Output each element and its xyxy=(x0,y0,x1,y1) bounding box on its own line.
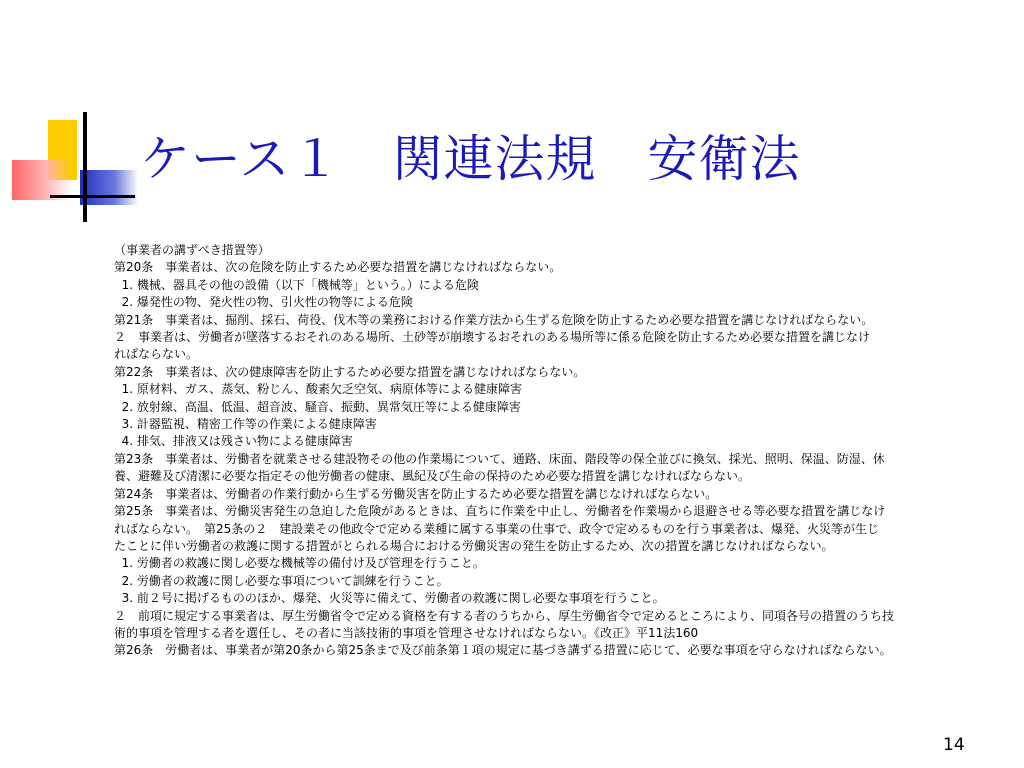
body-line: ればならない。 第25条の２ 建設業その他政令で定める業種に属する事業の仕事で、政令で定めるものを行う事業者は、爆発、火災等が生じ xyxy=(114,521,880,536)
body-line: 術的事項を管理する者を選任し、その者に当該技術的事項を管理させなければならない。《改正》平11法160 xyxy=(114,625,699,640)
body-line: 2. 放射線、高温、低温、超音波、騒音、振動、異常気圧等による健康障害 xyxy=(114,399,521,414)
logo-vertical-line xyxy=(83,112,87,222)
body-line: 2. 労働者の救護に関し必要な事項について訓練を行うこと。 xyxy=(114,573,449,588)
body-line: ２ 事業者は、労働者が墜落するおそれのある場所、土砂等が崩壊するおそれのある場所等に係る危険を防止するため必要な措置を講じなけ xyxy=(114,330,871,345)
body-line: 第24条 事業者は、労働者の作業行動から生ずる労働災害を防止するため必要な措置を講じなければならない。 xyxy=(114,486,718,501)
body-line: 第23条 事業者は、労働者を就業させる建設物その他の作業場について、通路、床面、階段等の保全並びに換気、採光、照明、保温、防湿、休 xyxy=(114,451,885,466)
page-number: 14 xyxy=(943,735,965,755)
logo-blue-block xyxy=(80,170,138,205)
slide-body-text xyxy=(114,242,974,660)
logo-horizontal-line xyxy=(50,195,135,198)
body-line: 養、避難及び清潔に必要な指定その他労働者の健康、風紀及び生命の保持のため必要な措置を講じなければならない。 xyxy=(114,469,751,484)
body-line: 1. 原材料、ガス、蒸気、粉じん、酸素欠乏空気、病原体等による健康障害 xyxy=(114,382,522,397)
body-line: 4. 排気、排液又は残さい物による健康障害 xyxy=(114,434,353,449)
body-line: ればならない。 xyxy=(114,347,199,362)
body-line: ２ 前項に規定する事業者は、厚生労働省令で定める資格を有する者のうちから、厚生労働省令で定めるところにより、同項各号の措置のうち技 xyxy=(114,608,895,623)
body-line: 3. 前２号に掲げるもののほか、爆発、火災等に備えて、労働者の救護に関し必要な事項を行うこと。 xyxy=(114,591,665,606)
body-line: （事業者の講ずべき措置等） xyxy=(114,243,270,257)
body-line: 3. 計器監視、精密工作等の作業による健康障害 xyxy=(114,417,377,432)
logo-red-block xyxy=(12,160,72,200)
body-line: 2. 爆発性の物、発火性の物、引火性の物等による危険 xyxy=(114,295,413,310)
body-line: 第26条 労働者は、事業者が第20条から第25条まで及び前条第１項の規定に基づき講ずる措置に応じて、必要な事項を守らなければならない。 xyxy=(114,643,892,658)
body-line: 第22条 事業者は、次の健康障害を防止するため必要な措置を講じなければならない。 xyxy=(114,364,586,379)
body-line: たことに伴い労働者の救護に関する措置がとられる場合における労働災害の発生を防止するため、次の措置を講じなければならない。 xyxy=(114,538,834,553)
body-line: 1. 労働者の救護に関し必要な機械等の備付け及び管理を行うこと。 xyxy=(114,556,485,571)
body-line: 第21条 事業者は、掘削、採石、荷役、伐木等の業務における作業方法から生ずる危険を防止するため必要な措置を講じなければならない。 xyxy=(114,312,874,327)
slide-title: ケース１ 関連法規 安衛法 xyxy=(140,130,801,188)
body-line: 1. 機械、器具その他の設備（以下「機械等」という。）による危険 xyxy=(114,277,479,292)
body-line: 第25条 事業者は、労働災害発生の急迫した危険があるときは、直ちに作業を中止し、労働者を作業場から退避させる等必要な措置を講じなけ xyxy=(114,504,886,519)
body-line: 第20条 事業者は、次の危険を防止するため必要な措置を講じなければならない。 xyxy=(114,260,562,275)
